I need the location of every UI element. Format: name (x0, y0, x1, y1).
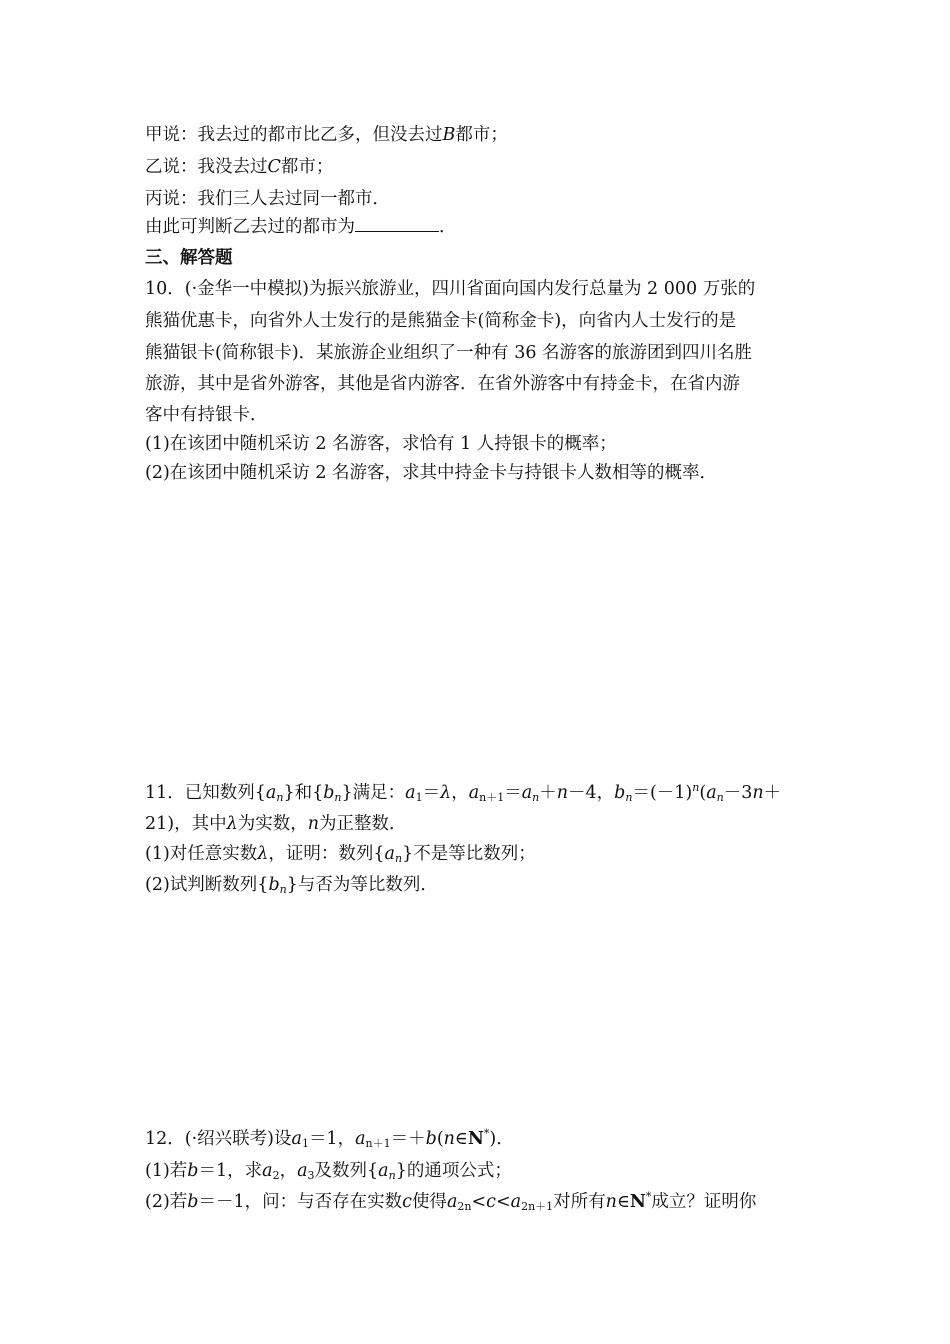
q11-part-2: (2)试判断数列$\{b_n\}$与否为等比数列． (145, 875, 438, 896)
section-title: 三、解答题 (145, 248, 233, 268)
q12-line-1: 12．(·绍兴联考)设$a_1=1$，$a_{n+1}=+b(n\in N^*)$． (145, 1127, 514, 1150)
statement-bing: 丙说：我们三人去过同一都市． (145, 189, 390, 209)
q10-line-3: 熊猫银卡(简称银卡)．某旅游企业组织了一种有 36 名游客的旅游团到四川名胜 (145, 343, 753, 363)
q10-line-2: 熊猫优惠卡，向省外人士发行的是熊猫金卡(简称金卡)，向省内人士发行的是 (145, 311, 737, 331)
conclusion-line: 由此可判断乙去过的都市为 ． (145, 217, 457, 237)
q11-line-1: 11．已知数列$\{a_n\}$和$\{b_n\}$满足：$a_1=\lambda$，$a_{n+1}=a_n+n-4$，$b_n=(-1)^n(a_n-3n+$ (145, 781, 782, 804)
q11-line-2: 21)，其中λ为实数，n为正整数． (145, 814, 407, 834)
q12-part-2: (2)若b＝－1，问：与否存在实数c使得$a_{2n}<c<a_{2n+1}$对所有n∈N*成立？证明你 (145, 1190, 757, 1213)
q12-part-1: (1)若b＝1，求$a_2$，$a_3$及数列$\{a_n\}$的通项公式； (145, 1161, 512, 1182)
statement-jia: 甲说：我去过的都市比乙多，但没去过B都市； (145, 125, 508, 145)
q10-line-5: 客中有持银卡． (145, 405, 268, 425)
q10-part-1: (1)在该团中随机采访 2 名游客，求恰有 1 人持银卡的概率； (145, 434, 617, 454)
statement-yi: 乙说：我没去过C都市； (145, 157, 334, 177)
q10-line-1: 10．(·金华一中模拟)为振兴旅游业，四川省面向国内发行总量为 2 000 万张的 (145, 279, 756, 299)
q10-line-4: 旅游，其中是省外游客，其他是省内游客．在省外游客中有持金卡，在省内游 (145, 374, 740, 394)
q11-part-1: (1)对任意实数λ，证明：数列$\{a_n\}$不是等比数列； (145, 844, 536, 865)
q10-part-2: (2)在该团中随机采访 2 名游客，求其中持金卡与持银卡人数相等的概率． (145, 463, 718, 483)
answer-blank (355, 215, 439, 232)
